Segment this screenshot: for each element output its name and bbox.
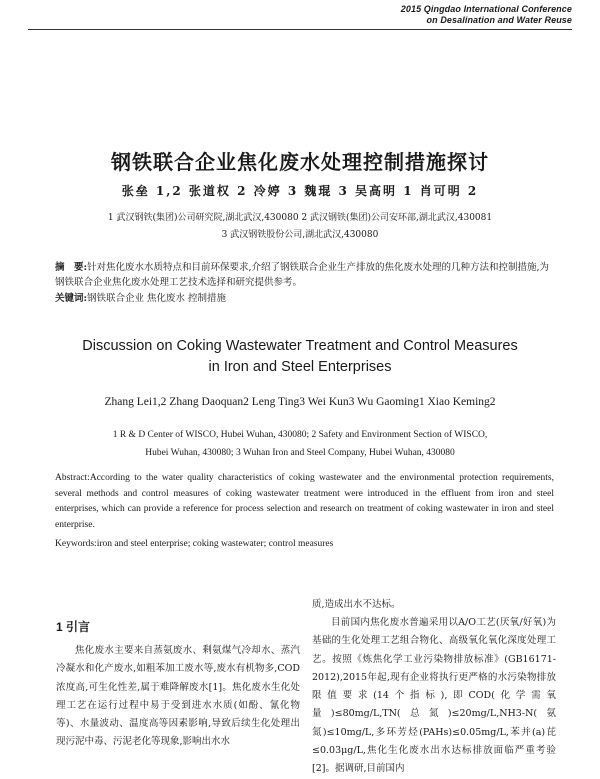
- keywords-en-text: iron and steel enterprise; coking wastewater; control measures: [96, 539, 334, 549]
- keywords-en: [55, 539, 554, 549]
- authors-en: Zhang Lei1,2 Zhang Daoquan2 Leng Ting3 Wei Kun3 Wu Gaoming1 Xiao Keming2: [104, 396, 496, 408]
- keywords-zh: [55, 291, 554, 306]
- intro-right-paragraph: 目前国内焦化废水普遍采用以A/O工艺(厌氧/好氧)为基础的生化处理工艺组合物化、高级氧化氧化深度处理工艺。按照《炼焦化学工业污染物排放标准》(GB16171-2012),2015年起,现有企业将执行更严格的水污染物排放限值要求(14个指标),即COD(化学需氧量)≤80mg/L,TN(总氮)≤20mg/L,NH3-N(氨氮)≤10mg/L,多环芳烃(PAHs)≤0.05mg/L,苯并(a)芘≤0.03μg/L,焦化生化废水出水达标排放面临严重考验[2]。据调研,目前国内: [312, 617, 556, 775]
- abstract-en-label: Abstract:: [55, 473, 90, 483]
- intro-left-paragraph: 焦化废水主要来自蒸氨废水、剩氨煤气冷却水、蒸汽冷凝水和化产废水,如粗苯加工废水等,废水有机物多,COD浓度高,可生化性差,属于难降解废水[1]。焦化废水生化处理工艺在运行过程中易于受到进水水质(如酚、氰化物等)、水量波动、温度高等因素影响,导致后续生化处理出现污泥中毒、污泥老化等现象,影响出水水: [56, 645, 300, 748]
- abstract-zh: [55, 260, 554, 290]
- authors-zh: 张垒 1,2 张道权 2 冷婷 3 魏琨 3 吴高明 1 肖可明 2: [121, 184, 479, 198]
- keywords-zh-text: 钢铁联合企业 焦化废水 控制措施: [87, 293, 227, 304]
- abstract-zh-label: 摘 要:: [55, 262, 88, 273]
- affiliations-zh-line1: 1 武汉钢铁(集团)公司研究院,湖北武汉,430080 2 武汉钢铁(集团)公司安环部,湖北武汉,430081: [107, 213, 493, 223]
- abstract-en-text: According to the water quality characteristics of coking wastewater and the environmental protection requirements, several methods and control measures of coking wastewater treatment were introduced in the effluent from iron and steel enterprises, which can provide a reference for process selection and research on treatment of coking wastewater in iron and steel enterprise.: [55, 473, 554, 530]
- section-heading-intro: 1 引言: [56, 620, 91, 634]
- abstract-zh-text: 针对焦化废水水质特点和目前环保要求,介绍了钢铁联合企业生产排放的焦化废水处理的几种方法和控制措施,为钢铁联合企业焦化废水处理工艺技术选择和研究提供参考。: [55, 262, 550, 288]
- affiliations-en-line1: 1 R & D Center of WISCO, Hubei Wuhan, 430080; 2 Safety and Environment Section of WISCO,: [112, 430, 488, 440]
- paper-title-zh: 钢铁联合企业焦化废水处理控制措施探讨: [111, 150, 489, 174]
- abstract-en: [55, 471, 554, 533]
- header-rule: [28, 29, 572, 30]
- paper-title-en-line1: Discussion on Coking Wastewater Treatment and Control Measures: [82, 338, 518, 354]
- paper-title-en-line2: in Iron and Steel Enterprises: [208, 359, 392, 375]
- conference-subtitle: on Desalination and Water Reuse: [426, 15, 572, 25]
- keywords-en-label: Keywords:: [55, 539, 97, 549]
- affiliations-en-line2: Hubei Wuhan, 430080; 3 Wuhan Iron and Steel Company, Hubei Wuhan, 430080: [145, 448, 455, 458]
- affiliations-zh-line2: 3 武汉钢铁股份公司,湖北武汉,430080: [221, 230, 379, 240]
- keywords-zh-label: 关键词:: [55, 293, 88, 304]
- intro-right-continuation: 质,造成出水不达标。: [312, 599, 401, 610]
- conference-name: 2015 Qingdao International Conference: [400, 4, 572, 14]
